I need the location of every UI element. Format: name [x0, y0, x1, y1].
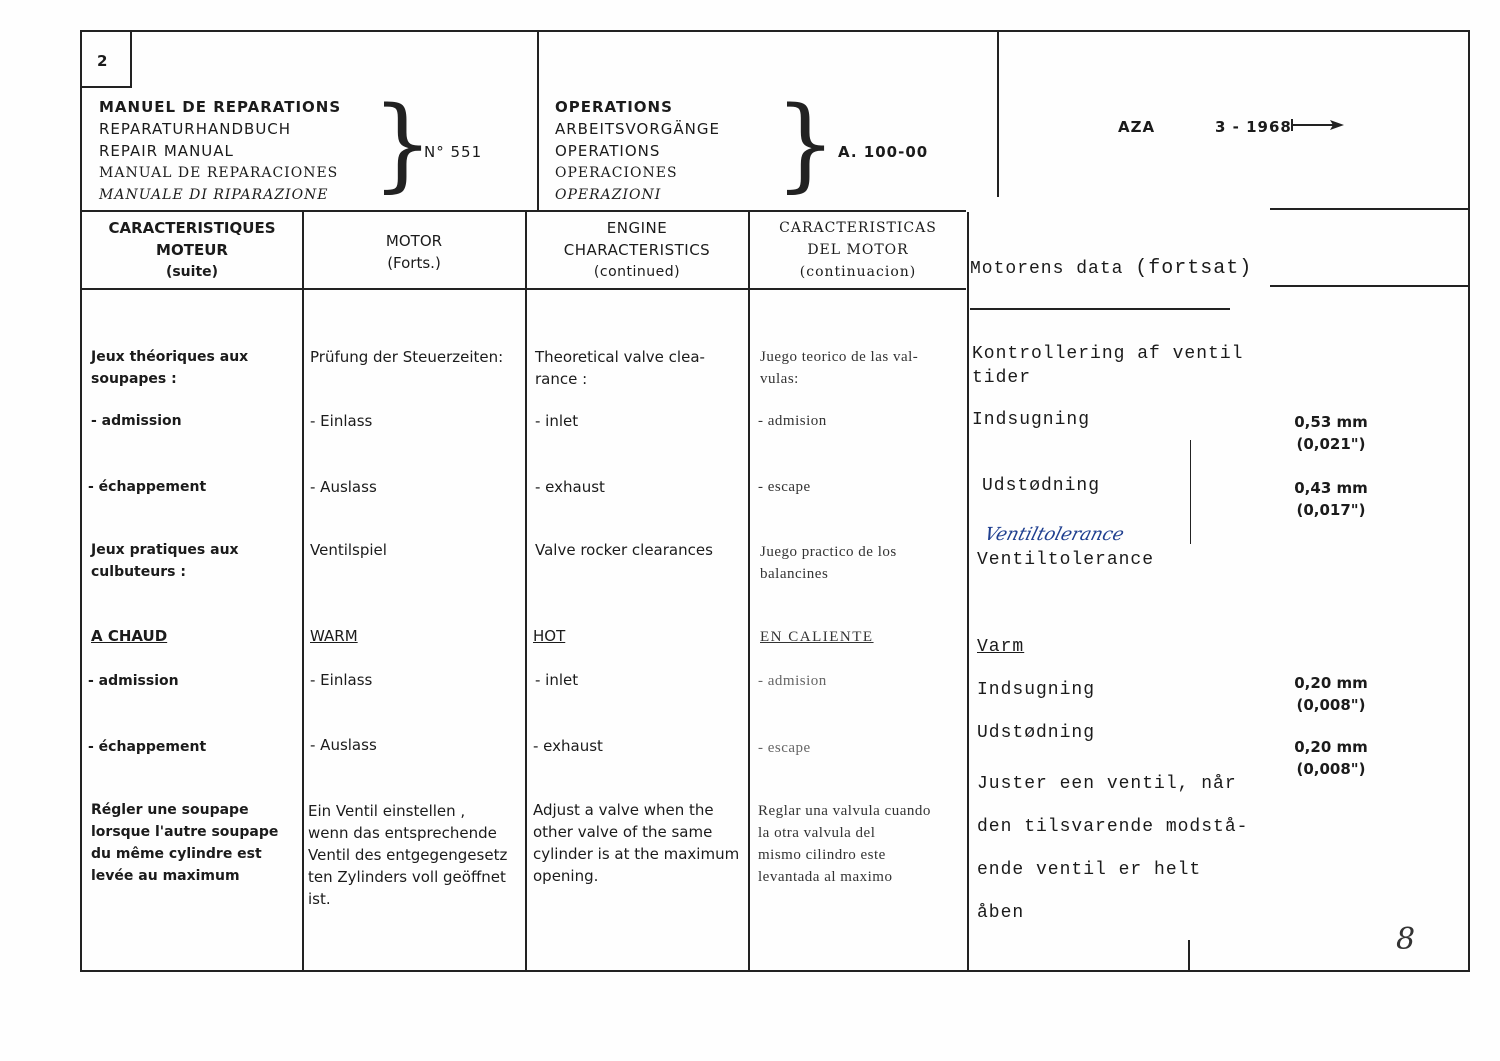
adjust-da: Juster een ventil, når den tilsvarende modstå- ende ventil er helt åben	[977, 774, 1249, 923]
hot-de: WARM	[310, 627, 358, 645]
adjust-fr: Régler une soupape lorsque l'autre soupape du même cylindre est levée au maximum	[91, 802, 279, 884]
column-header-en: ENGINE CHARACTERISTICS (continued)	[563, 219, 711, 280]
hot-da: Varm	[977, 637, 1025, 657]
operations-title-it: OPERAZIONI	[555, 187, 662, 203]
inlet-1-da: Indsugning	[972, 410, 1091, 430]
column-divider-fr-de	[302, 212, 304, 970]
exhaust-2-de: - Auslass	[310, 736, 377, 754]
manual-title-it: MANUALE DI RIPARAZIONE	[99, 187, 329, 203]
page-number: 2	[97, 52, 108, 70]
operations-title-de: ARBEITSVORGÄNGE	[555, 120, 720, 138]
inlet-2-da: Indsugning	[977, 680, 1096, 700]
manual-title-de: REPARATURHANDBUCH	[99, 120, 292, 138]
model-code: AZA	[1118, 118, 1156, 136]
operations-titles	[555, 96, 720, 206]
exhaust-1-en: - exhaust	[535, 478, 605, 496]
page-mark: 8	[1396, 922, 1416, 957]
header-divider-2	[997, 32, 999, 197]
exhaust-2-fr: - échappement	[88, 739, 207, 755]
hot-fr: A CHAUD	[91, 627, 168, 645]
column-divider-de-en	[525, 212, 527, 970]
column-header-rule-right	[1270, 285, 1470, 287]
column-header-da: Motorens data (fortsat)	[970, 257, 1253, 280]
header-bottom-rule-right	[1270, 208, 1470, 210]
manual-title-fr: MANUEL DE REPARATIONS	[99, 98, 342, 116]
inlet-2-fr: - admission	[88, 673, 179, 689]
column-divider-es-da	[967, 212, 969, 970]
theoretical-da: Kontrollering af ventil tider	[972, 344, 1244, 388]
operations-title-en: OPERATIONS	[555, 142, 661, 160]
handwritten-divider	[1190, 440, 1191, 544]
inlet-2-value: 0,20 mm (0,008")	[1294, 674, 1368, 714]
exhaust-2-value: 0,20 mm (0,008")	[1294, 738, 1368, 778]
manual-brace: }	[372, 85, 434, 203]
practical-de: Ventilspiel	[310, 541, 387, 559]
operations-title-es: OPERACIONES	[555, 165, 678, 181]
inlet-1-en: - inlet	[535, 412, 579, 430]
arrow-right-icon	[1290, 117, 1346, 133]
practical-fr: Jeux pratiques aux culbuteurs :	[91, 542, 239, 580]
inlet-2-de: - Einlass	[310, 671, 373, 689]
exhaust-1-es: - escape	[758, 479, 811, 495]
column-header-rule	[82, 288, 966, 290]
danish-header-rule	[970, 308, 1230, 310]
exhaust-2-da: Udstødning	[977, 723, 1096, 743]
inlet-1-de: - Einlass	[310, 412, 373, 430]
column-header-de: MOTOR (Forts.)	[385, 232, 443, 272]
exhaust-1-fr: - échappement	[88, 479, 207, 495]
manual-title-es: MANUAL DE REPARACIONES	[99, 165, 339, 181]
column-header-es: CARACTERISTICAS DEL MOTOR (continuacion)	[779, 220, 937, 280]
theoretical-en: Theoretical valve clea- rance :	[535, 348, 705, 388]
inlet-1-value: 0,53 mm (0,021")	[1294, 413, 1368, 453]
header-bottom-rule	[82, 210, 966, 212]
inlet-2-es: - admision	[758, 673, 827, 689]
adjust-de: Ein Ventil einstellen , wenn das entsprechende Ventil des entgegengesetz ten Zylinders voll geöffnet ist.	[308, 802, 508, 908]
practical-da: Ventiltolerance	[977, 550, 1155, 570]
exhaust-1-da: Udstødning	[982, 476, 1101, 496]
manual-title-en: REPAIR MANUAL	[99, 142, 234, 160]
exhaust-2-en: - exhaust	[533, 737, 603, 755]
theoretical-fr: Jeux théoriques aux soupapes :	[91, 349, 249, 387]
footer-tick	[1188, 940, 1190, 970]
exhaust-1-de: - Auslass	[310, 478, 377, 496]
inlet-1-fr: - admission	[91, 413, 182, 429]
operations-brace: }	[775, 85, 837, 203]
theoretical-de: Prüfung der Steuerzeiten:	[310, 348, 504, 366]
theoretical-es: Juego teorico de las val- vulas:	[760, 349, 919, 387]
adjust-en: Adjust a valve when the other valve of the same cylinder is at the maximum opening.	[533, 801, 740, 885]
operation-code: A. 100-00	[838, 143, 929, 161]
model-date: 3 - 1968	[1215, 118, 1292, 136]
column-divider-en-es	[748, 212, 750, 970]
hot-es: EN CALIENTE	[760, 629, 874, 645]
manual-number: N° 551	[424, 143, 483, 161]
exhaust-1-value: 0,43 mm (0,017")	[1294, 479, 1368, 519]
practical-en: Valve rocker clearances	[535, 541, 713, 559]
operations-title-fr: OPERATIONS	[555, 98, 673, 116]
inlet-2-en: - inlet	[535, 671, 579, 689]
column-header-fr: CARACTERISTIQUES MOTEUR (suite)	[108, 219, 276, 280]
handwritten-note: Ventiltolerance	[982, 524, 1127, 545]
inlet-1-es: - admision	[758, 413, 827, 429]
practical-es: Juego practico de los balancines	[760, 544, 897, 582]
manual-titles	[99, 96, 341, 206]
hot-en: HOT	[533, 627, 566, 645]
exhaust-2-es: - escape	[758, 740, 811, 756]
header-divider-1	[537, 32, 539, 212]
adjust-es: Reglar una valvula cuando la otra valvula del mismo cilindro este levantada al maximo	[758, 803, 931, 885]
